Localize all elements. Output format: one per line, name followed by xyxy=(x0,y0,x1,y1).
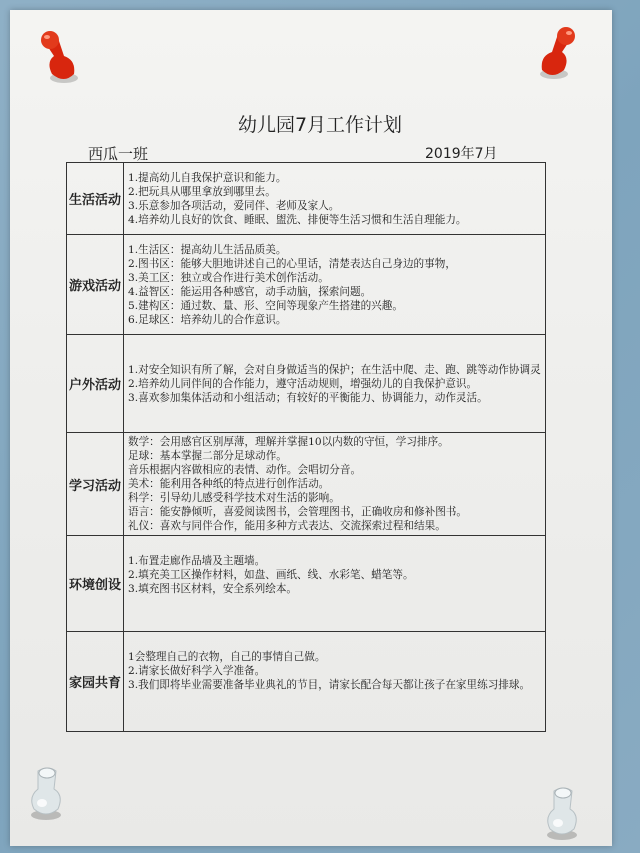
content-line: 2.填充美工区操作材料，如盘、画纸、线、水彩笔、蜡笔等。 xyxy=(128,569,414,581)
work-plan-table xyxy=(66,162,546,732)
content-line: 美术：能利用各种纸的特点进行创作活动。 xyxy=(128,478,330,490)
clear-pushpin-bottom-left-icon xyxy=(20,765,72,823)
content-line: 科学：引导幼儿感受科学技术对生活的影响。 xyxy=(128,492,340,504)
content-line: 礼仪：喜欢与同伴合作，能用多种方式表达、交流探索过程和结果。 xyxy=(128,520,446,532)
content-line: 足球：基本掌握二部分足球动作。 xyxy=(128,450,287,462)
content-line: 4.益智区：能运用各种感官，动手动脑，探索问题。 xyxy=(128,285,372,298)
document-title: 幼儿园7月工作计划 xyxy=(237,114,403,136)
section-content-outdoor xyxy=(124,335,546,433)
content-line: 2.培养幼儿同伴间的合作能力，遵守活动规则，增强幼儿的自我保护意识。 xyxy=(128,377,478,390)
table-row xyxy=(67,235,546,335)
content-line: 1.对安全知识有所了解，会对自身做适当的保护；在生活中爬、走、跑、跳等动作协调灵 xyxy=(128,363,541,376)
content-line: 1.生活区：提高幼儿生活品质美。 xyxy=(128,243,287,256)
section-content-life xyxy=(124,163,546,235)
content-line: 1.布置走廊作品墙及主题墙。 xyxy=(128,555,266,567)
content-line: 1会整理自己的衣物，自己的事情自己做。 xyxy=(128,651,326,663)
table-row xyxy=(67,433,546,536)
content-line: 2.图书区：能够大胆地讲述自己的心里话，清楚表达自己身边的事物， xyxy=(128,257,456,270)
content-line: 3.填充图书区材料，安全系列绘本。 xyxy=(128,583,298,595)
content-line: 2.请家长做好科学入学准备。 xyxy=(128,665,266,677)
content-line: 数学：会用感官区别厚薄，理解并掌握10以内数的守恒，学习排序。 xyxy=(128,436,449,448)
content-line: 5.建构区：通过数、量、形、空间等现象产生搭建的兴趣。 xyxy=(128,299,403,312)
clear-pushpin-bottom-right-icon xyxy=(536,785,588,843)
table-row xyxy=(67,163,546,235)
table-row xyxy=(67,536,546,632)
table-row xyxy=(67,335,546,433)
document-date: 2019年7月 xyxy=(425,146,498,162)
section-label-environment: 环境创设 xyxy=(67,536,124,632)
content-line: 语言：能安静倾听，喜爱阅读图书，会管理图书，正确收房和修补图书。 xyxy=(128,506,467,518)
section-content-game xyxy=(124,235,546,335)
red-pushpin-top-left-icon xyxy=(34,30,86,85)
section-label-life: 生活活动 xyxy=(67,163,124,235)
section-label-game: 游戏活动 xyxy=(67,235,124,335)
section-label-outdoor: 户外活动 xyxy=(67,335,124,433)
section-label-learning: 学习活动 xyxy=(67,433,124,536)
section-label-home-school: 家园共育 xyxy=(67,632,124,732)
section-content-home-school xyxy=(124,632,546,732)
section-content-environment xyxy=(124,536,546,632)
red-pushpin-top-right-icon xyxy=(530,26,582,81)
content-line: 1.提高幼儿自我保护意识和能力。 xyxy=(128,171,287,184)
content-line: 2.把玩具从哪里拿放到哪里去。 xyxy=(128,185,276,198)
content-line: 4.培养幼儿良好的饮食、睡眠、盥洗、排便等生活习惯和生活自理能力。 xyxy=(128,213,467,226)
content-line: 音乐根据内容做相应的表情、动作。会唱切分音。 xyxy=(128,464,362,476)
content-line: 3.乐意参加各项活动，爱同伴、老师及家人。 xyxy=(128,199,340,212)
content-line: 3.我们即将毕业需要准备毕业典礼的节目，请家长配合每天都让孩子在家里练习排球。 xyxy=(128,679,531,691)
content-line: 3.喜欢参加集体活动和小组活动；有较好的平衡能力、协调能力，动作灵活。 xyxy=(128,391,488,404)
class-name: 西瓜一班 xyxy=(88,145,149,163)
section-content-learning xyxy=(124,433,546,536)
content-line: 3.美工区：独立或合作进行美术创作活动。 xyxy=(128,271,329,284)
content-line: 6.足球区：培养幼儿的合作意识。 xyxy=(128,313,287,326)
table-row xyxy=(67,632,546,732)
